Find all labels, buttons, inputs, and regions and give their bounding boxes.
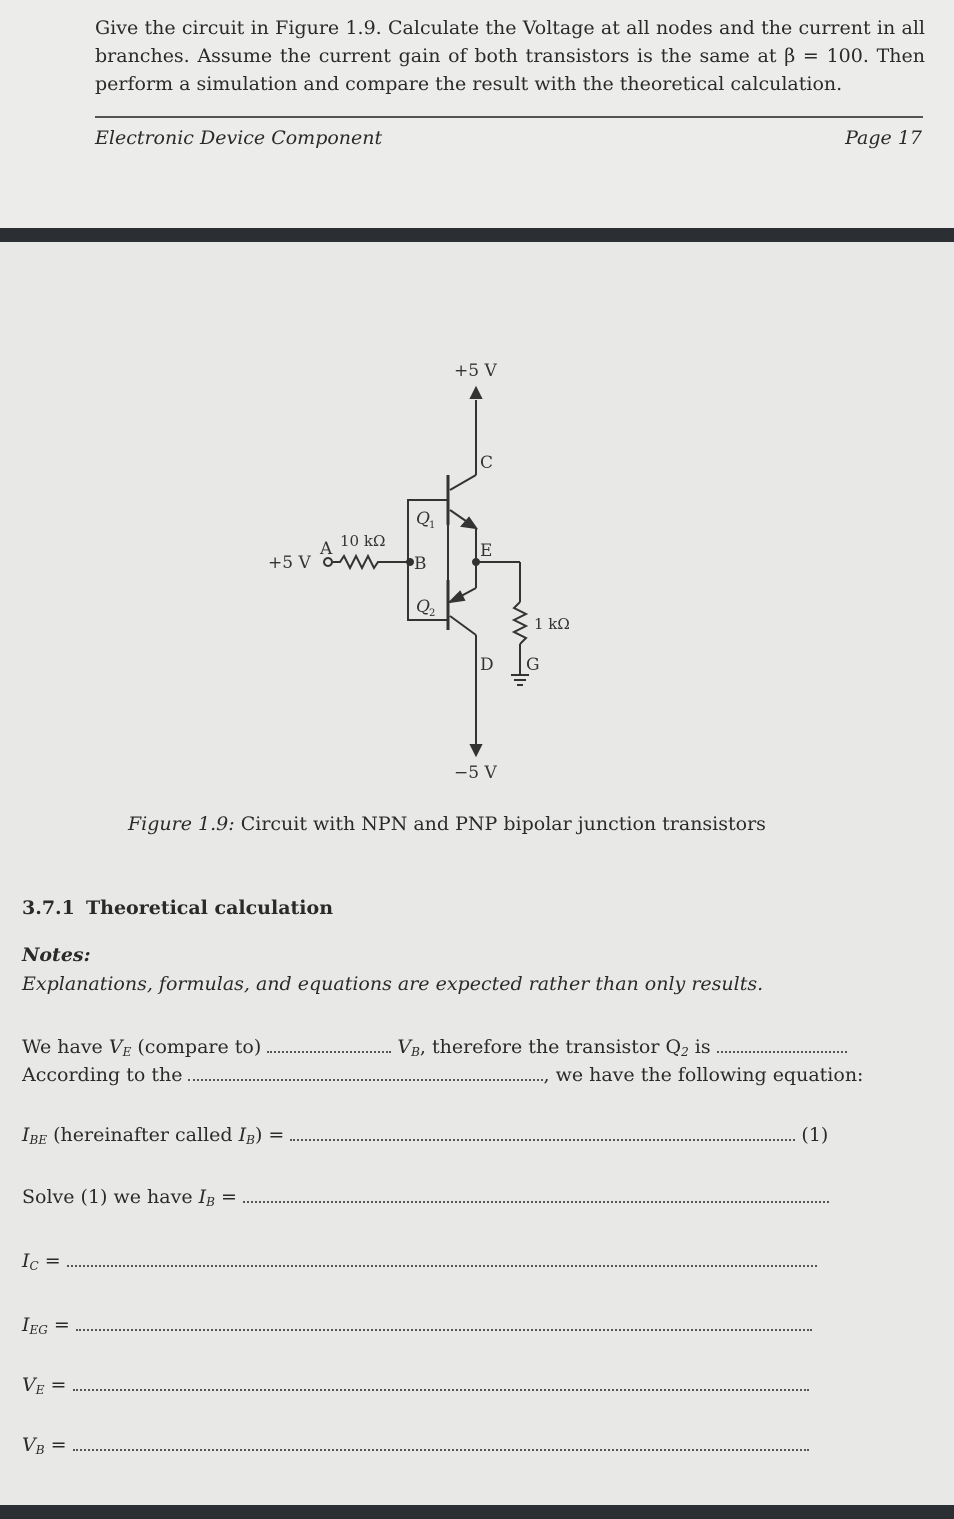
bottom-divider-bar (0, 1505, 954, 1519)
label-node-g: G (526, 655, 540, 675)
q2-emitter-arrow-icon (450, 592, 464, 602)
q1-collector-wire (450, 475, 476, 490)
form-line-1: We have $V_E$ (compare to) $V_B$, therefore the transistor $Q_2$ is (22, 1036, 847, 1059)
caption-label: Figure 1.9: (128, 813, 235, 835)
blank-compare[interactable] (267, 1037, 391, 1053)
label-top-supply: +5 V (454, 361, 497, 381)
blank-law[interactable] (188, 1065, 543, 1081)
circuit-diagram (250, 350, 610, 790)
form-line-ic: $I_C$ = (22, 1250, 817, 1273)
form-line-2: According to the , we have the following equation: (22, 1064, 864, 1086)
label-resistor-1k: 1 kΩ (534, 615, 570, 633)
label-resistor-10k: 10 kΩ (340, 532, 386, 550)
label-q1-sub: 1 (429, 520, 436, 531)
blank-ib[interactable] (243, 1187, 829, 1203)
label-node-c: C (480, 453, 494, 473)
blank-ve[interactable] (73, 1375, 809, 1391)
arrow-up-icon (471, 388, 481, 398)
caption-text: Circuit with NPN and PNP bipolar junction transistors (240, 813, 766, 835)
label-node-a: A (320, 539, 333, 559)
node-b-dot (407, 559, 413, 565)
section-title: Theoretical calculation (86, 897, 334, 919)
form-line-ib: Solve (1) we have $I_B$ = (22, 1186, 829, 1209)
blank-vb[interactable] (73, 1435, 809, 1451)
resistor-1k (514, 602, 526, 644)
q2-collector-wire (450, 616, 476, 635)
node-e-dot (473, 559, 479, 565)
blank-ieg[interactable] (76, 1315, 812, 1331)
page-number: Page 17 (845, 127, 922, 149)
label-node-b: B (414, 554, 427, 574)
label-q2: Q (416, 597, 430, 617)
exercise-text: Give the circuit in Figure 1.9. Calculate the Voltage at all nodes and the current in all branches. Assume the current gain of both transistors is the same at β = 100. Then perform a simulation and compare the result with the theoretical calculation. (95, 17, 925, 95)
notes-text: Explanations, formulas, and equations are expected rather than only results. (22, 973, 764, 995)
arrow-down-icon (471, 745, 481, 755)
notes-heading: Notes: (22, 944, 91, 966)
previous-page-sheet (0, 0, 954, 228)
form-line-ibe: $I_{BE}$ (hereinafter called $I_B) = (1)$ (22, 1124, 829, 1147)
label-input-supply: +5 V (268, 553, 311, 573)
label-node-e: E (480, 541, 493, 561)
section-number: 3.7.1 (22, 897, 75, 919)
blank-ibe-equation[interactable] (290, 1125, 795, 1141)
resistor-10k (332, 556, 408, 568)
label-node-d: D (480, 655, 494, 675)
label-bottom-supply: −5 V (454, 763, 497, 783)
footer-rule (95, 116, 923, 118)
form-line-ve: $V_E$ = (22, 1374, 809, 1397)
figure-caption (128, 813, 766, 835)
blank-ic[interactable] (67, 1251, 817, 1267)
label-q2-sub: 2 (429, 608, 436, 619)
form-line-vb: $V_B$ = (22, 1434, 809, 1457)
blank-transistor-state[interactable] (717, 1037, 847, 1053)
footer-title: Electronic Device Component (95, 127, 383, 149)
section-heading (22, 897, 333, 919)
form-line-ieg: $I_{EG}$ = (22, 1314, 812, 1337)
page-divider-bar (0, 228, 954, 242)
label-q1: Q (416, 509, 430, 529)
input-terminal (324, 558, 332, 566)
